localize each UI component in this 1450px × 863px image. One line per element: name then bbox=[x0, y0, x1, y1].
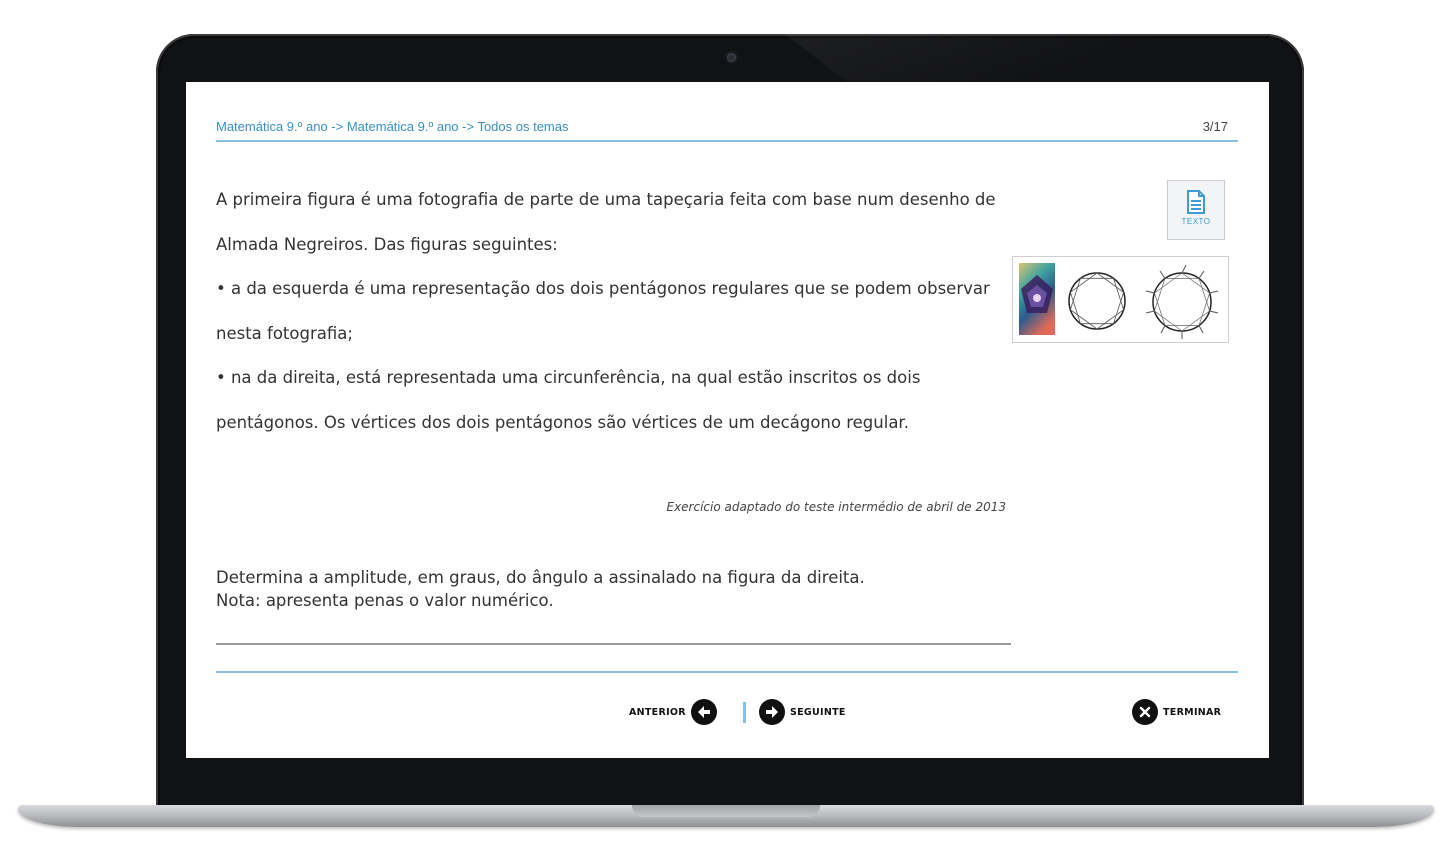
circle-decagon-figure bbox=[1141, 261, 1223, 341]
answer-field[interactable] bbox=[216, 643, 1011, 645]
finish-label: TERMINAR bbox=[1163, 706, 1222, 718]
source-note: Exercício adaptado do teste intermédio de abril de 2013 bbox=[666, 500, 1006, 514]
next-button[interactable] bbox=[759, 700, 846, 724]
laptop-notch bbox=[632, 805, 820, 817]
arrow-left-icon bbox=[691, 699, 717, 725]
pentagons-figure bbox=[1059, 263, 1135, 339]
nav-separator bbox=[743, 702, 746, 723]
document-icon bbox=[1186, 190, 1206, 214]
webcam-icon bbox=[727, 53, 736, 62]
finish-button[interactable] bbox=[1132, 700, 1221, 724]
text-button-label: TEXTO bbox=[1181, 217, 1211, 226]
question-text: Determina a amplitude, em graus, do ângulo a assinalado na figura da direita. bbox=[216, 568, 865, 587]
footer-divider bbox=[216, 671, 1238, 673]
screen bbox=[186, 82, 1269, 758]
breadcrumb[interactable]: Matemática 9.º ano -> Matemática 9.º ano -> Todos os temas bbox=[216, 119, 569, 134]
header-bar bbox=[216, 118, 1238, 142]
paragraph-left-figure: • a da esquerda é uma representação dos dois pentágonos regulares que se podem observar nesta fotografia; bbox=[216, 279, 990, 343]
previous-label: ANTERIOR bbox=[629, 706, 686, 718]
paragraph-intro: A primeira figura é uma fotografia de parte de uma tapeçaria feita com base num desenho de Almada Negreiros. Das figuras seguintes: bbox=[216, 190, 996, 254]
exercise-text bbox=[216, 178, 1006, 445]
next-label: SEGUINTE bbox=[790, 706, 846, 718]
figures-thumbnail[interactable] bbox=[1012, 256, 1229, 343]
tapestry-photo bbox=[1019, 263, 1055, 335]
text-button[interactable] bbox=[1167, 180, 1225, 240]
page-counter: 3/17 bbox=[1202, 119, 1228, 134]
question bbox=[216, 566, 1016, 612]
previous-button[interactable] bbox=[629, 700, 717, 724]
tapestry-pentagon-image bbox=[1019, 263, 1055, 335]
close-icon bbox=[1132, 699, 1158, 725]
question-note: Nota: apresenta penas o valor numérico. bbox=[216, 591, 554, 610]
paragraph-right-figure: • na da direita, está representada uma circunferência, na qual estão inscritos os dois pentágonos. Os vértices dos dois pentágonos são vértices de um decágono regular. bbox=[216, 368, 921, 432]
arrow-right-icon bbox=[759, 699, 785, 725]
